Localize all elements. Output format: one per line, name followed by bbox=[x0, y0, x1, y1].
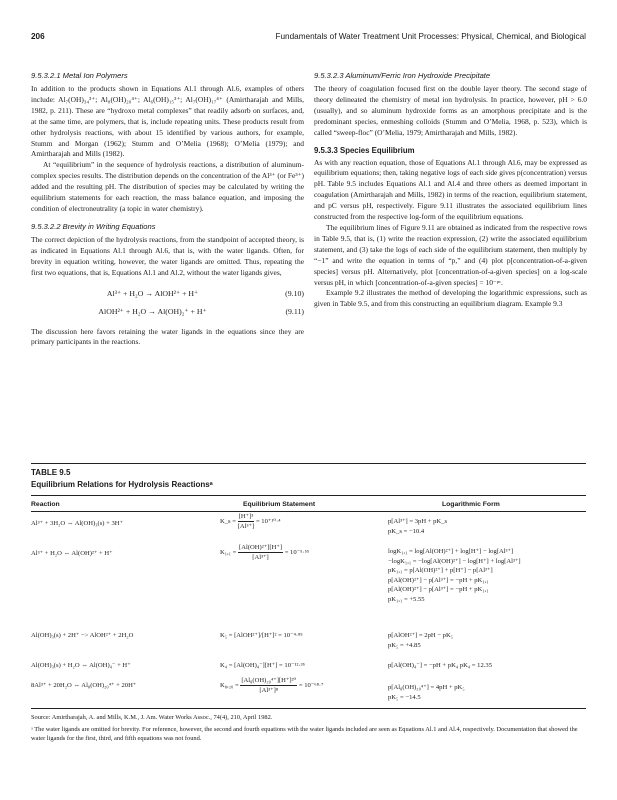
table-row-log: logK₁,₁ = log[Al(OH)²⁺] + log[H⁺] − log[Al³⁺] −logK₁,₁ = −log[Al(OH)²⁺] − log[H⁺] + log[Al³⁺] pK₁,₁ = p[Al(OH)²⁺] + p[H⁺] − p[Al³⁺] p[Al(OH)²⁺] − p[Al³⁺] = −pH + pK₁,₁ p[Al(OH)²⁺] − p[Al³⁺] = −pH + pK₁,₁ pK₁,₁ = +5.55 bbox=[388, 548, 521, 603]
equation-body: AlOH²⁺ + H₂O → Al(OH)₂⁺ + H⁺ bbox=[98, 306, 207, 316]
running-header bbox=[31, 32, 586, 46]
paragraph: As with any reaction equation, those of Equations Al.1 through Al.6, may be expressed as equilibrium equations; then, taking negative logs of each side gives p(concentration) versus pH. Table 9.5 includes Equations Al.1 and Al.4 and three others as deemed important in coagulation (Amirtharajah and Mills, 1982) in terms of the reaction, equilibrium statement, and pC versus pH, respectively. Figure 9.11 illustrates the associated equilibrium lines constructed from the respective log-form of the equilibrium equations. bbox=[314, 157, 587, 222]
table-row-statement: K_s = $\frac{\text{[H⁺]³}}{\text{[Al³⁺]}}$ = 10⁺¹⁰·⁴ bbox=[220, 513, 281, 530]
table-bottom-rule bbox=[31, 708, 586, 709]
running-title: Fundamentals of Water Treatment Unit Processes: Physical, Chemical, and Biological bbox=[275, 32, 586, 41]
fraction: $\frac{\text{[H⁺]³}}{\text{[Al³⁺]}}$ bbox=[237, 513, 255, 530]
equation-9-11 bbox=[31, 303, 304, 321]
table-row-reaction: Al(OH)₃(s) + 2H⁺ −> AlOH²⁺ + 2H₂O bbox=[31, 632, 134, 639]
right-column bbox=[314, 70, 587, 310]
equation-9-10 bbox=[31, 285, 304, 303]
column-header-log: Logarithmic Form bbox=[442, 501, 500, 508]
equation-number: (9.10) bbox=[285, 288, 304, 298]
table-row-log: p[Al³⁺] = 3pH + pK_s pK_s = −10.4 bbox=[388, 518, 448, 535]
column-header-reaction: Reaction bbox=[31, 501, 60, 508]
table-top-rule bbox=[31, 463, 586, 464]
paragraph: The theory of coagulation focused first on the double layer theory. The second stage of theory delineated the chemistry of metal ion hydrolysis. In practice, however, pH > 6.0 (usually), and so aluminum hydroxide forms as an amorphous precipitate and is the predominant species, enmeshing colloids (Stumm and O’Melia, 1968, p. 523), which is called “sweep-floc” (O’Melia, 1979; Amirtharajah and Mills, 1982). bbox=[314, 84, 587, 137]
fraction: $\frac{\text{[Al₈(OH)₂₀⁴⁺][H⁺]²⁰}}{\text{[Al³⁺]⁸}}$ bbox=[241, 677, 297, 694]
paragraph: In addition to the products shown in Equations Al.1 through Al.6, examples of others include: Al₇(OH)₃₄³⁺; Al₈(OH)₂₀⁴⁺; Al₆(OH)₁₅³⁺; Al₇(OH)₁₇⁴⁺ (Amirtharajah and Mills, 1982, p. 211). These are “hydroxo metal complexes” that readily adsorb on surfaces, and, at the same time, are polymers, that is, include repeating units. These products result from other hydrolysis reactions, with about 15 identified by various authors, for example, Stumm and Morgan (1962); Stumm and O’Melia (1968); O’Melia (1979); and Amirtharajah and Mills (1982). bbox=[31, 84, 304, 159]
section-title-species-equilibrium: 9.5.3.3 Species Equilibrium bbox=[314, 145, 415, 155]
paragraph: At “equilibrium” in the sequence of hydrolysis reactions, a distribution of aluminum-complex species results. The distribution depends on the concentration of the Al³⁺ (or Fe³⁺) added and the resulting pH. The distribution of species may be calculated by writing the equilibrium statements for each reaction, the mass balance equation, and imposing the condition of electroneutrality (a topic in water chemistry). bbox=[31, 160, 304, 213]
table-row-reaction: Al³⁺ + 3H₂O ⇔ Al(OH)₃(s) + 3H⁺ bbox=[31, 520, 124, 527]
paragraph: Example 9.2 illustrates the method of developing the logarithmic expressions, such as given in Table 9.5, and from this constructing an equilibrium diagram. Example 9.3 bbox=[314, 288, 587, 309]
equation-number: (9.11) bbox=[285, 306, 304, 316]
table-caption: Equilibrium Relations for Hydrolysis Reactionsᵃ bbox=[31, 480, 213, 489]
table-header-top-rule bbox=[31, 495, 586, 496]
left-column bbox=[31, 70, 304, 348]
fraction: $\frac{\text{[Al(OH)²⁺][H⁺]}}{\text{[Al³⁺]}}$ bbox=[239, 544, 283, 561]
table-footnote: ᵃ The water ligands are omitted for brevity. For reference, however, the second and fourth equations with the water ligands included are seen as Equations Al.1 and Al.4, respectively. Documentation that showed the water ligands for the first, third, and fifth equations was not found. bbox=[31, 726, 578, 743]
table-row-statement: K₈,₂₀ = $\frac{\text{[Al₈(OH)₂₀⁴⁺][H⁺]²⁰}}{\text{[Al³⁺]⁸}}$ = 10⁻⁶⁸·⁷ bbox=[220, 677, 324, 694]
table-header-bottom-rule bbox=[31, 511, 586, 512]
table-row-statement: K₄ = [Al(OH)₄⁻][H⁺] = 10⁻¹²·³⁵ bbox=[220, 662, 305, 669]
table-row-log: p[AlOH²⁺] = 2pH − pK₅ pK₅ = +4.85 bbox=[388, 632, 454, 649]
table-source: Source: Amirtharajah, A. and Mills, K.M., J. Am. Water Works Assoc., 74(4), 210, April 1982. bbox=[31, 714, 273, 721]
column-header-statement: Equilibrium Statement bbox=[243, 501, 316, 508]
section-title-brevity: 9.5.3.2.2 Brevity in Writing Equations bbox=[31, 221, 156, 231]
table-row-reaction: 8Al³⁺ + 20H₂O ⇔ Al₈(OH)₂₀⁴⁺ + 20H⁺ bbox=[31, 682, 137, 689]
equation-body: Al³⁺ + H₂O → AlOH²⁺ + H⁺ bbox=[106, 288, 199, 298]
table-row-reaction: Al³⁺ + H₂O ⇔ Al(OH)²⁺ + H⁺ bbox=[31, 550, 113, 557]
paragraph: The correct depiction of the hydrolysis reactions, from the standpoint of accepted theory, is as indicated in Equations Al.1 through Al.6, that is, with the water ligands. Often, for brevity in equation writing, however, the water ligands are omitted. Thus, repeating the first two equations, that is, Equations Al.1 and Al.2, without the water ligands gives, bbox=[31, 234, 304, 277]
section-title-precipitate: 9.5.3.2.3 Aluminum/Ferric Iron Hydroxide Precipitate bbox=[314, 71, 491, 80]
table-label: TABLE 9.5 bbox=[31, 468, 71, 477]
section-title-metal-ion-polymers: 9.5.3.2.1 Metal Ion Polymers bbox=[31, 71, 128, 80]
page-number: 206 bbox=[31, 32, 45, 41]
paragraph: The discussion here favors retaining the water ligands in the equations since they are primary participants in the reactions. bbox=[31, 326, 304, 347]
paragraph: The equilibrium lines of Figure 9.11 are obtained as indicated from the respective rows in Table 9.5, that is, (1) write the reaction expression, (2) write the associated equilibrium statement, and (3) take the logs of each side of the equilibrium statement, then multiply by “−1” and write the equation in terms of “p,” and (4) plot p[concentration-of-a-given species] versus pH. Alternatively, plot [concentration-of-a-given species] on a log-scale versus pH, in which [concentration-of-a-given species] = 10⁻ᵖᶜ. bbox=[314, 222, 587, 287]
table-row-log: p[Al₈(OH)₂₀⁴⁺] = 4pH + pK₅ pK₅ = −14.5 bbox=[388, 684, 465, 701]
table-row-statement: K₅ = [AlOH²⁺]/[H⁺]² = 10⁻⁴·⁸⁵ bbox=[220, 632, 303, 639]
table-row-statement: K₁,₁ = $\frac{\text{[Al(OH)²⁺][H⁺]}}{\text{[Al³⁺]}}$ = 10⁻⁵·⁵⁵ bbox=[220, 544, 310, 561]
table-row-log: p[Al(OH)₄⁻] = −pH + pK₄ pK₄ = 12.35 bbox=[388, 662, 492, 669]
table-row-reaction: Al(OH)₃(s) + H₂O ⇔ Al(OH)₄⁻ + H⁺ bbox=[31, 662, 131, 669]
